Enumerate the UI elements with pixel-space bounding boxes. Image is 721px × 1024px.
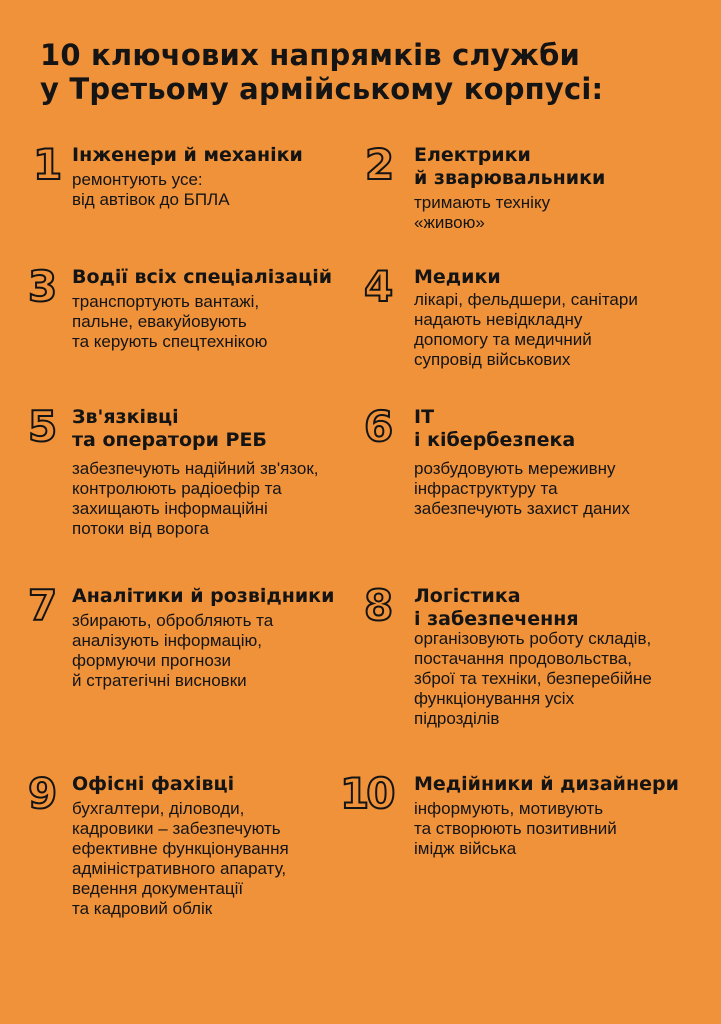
item-title: [72, 773, 234, 796]
item-number: 1: [33, 140, 62, 189]
item-number: 2: [365, 140, 394, 189]
item-number: 3: [28, 262, 57, 311]
item-number: 10: [340, 769, 393, 818]
item-description: [414, 799, 617, 859]
item-title: [414, 266, 501, 289]
item-description-line: інформують, мотивують: [414, 799, 604, 818]
item-number: 8: [364, 581, 393, 630]
item-description-line: «живою»: [414, 213, 485, 232]
item-title-line: Водії всіх спеціалізацій: [72, 266, 333, 288]
item-description-line: організовують роботу складів,: [414, 629, 652, 648]
item-title: [414, 406, 575, 452]
item-title-line: Електрики: [414, 144, 531, 166]
item-title: [414, 585, 579, 631]
item-description: [414, 459, 630, 519]
item-description-line: ведення документації: [72, 879, 244, 898]
item-title-line: Офісні фахівці: [72, 773, 235, 795]
item-description-line: формуючи прогнози: [72, 651, 231, 670]
item-description-line: постачання продовольства,: [414, 649, 632, 668]
item-description-line: імідж війська: [414, 839, 517, 858]
item-description-line: контролюють радіоефір та: [72, 479, 282, 498]
item-description-line: кадровики – забезпечують: [72, 819, 281, 838]
item-description-line: підрозділів: [414, 709, 500, 728]
item-description: [72, 170, 230, 210]
item-title-line: Логістика: [414, 585, 521, 607]
page-title-line: у Третьому армійському корпусі:: [40, 72, 604, 106]
item-description: [414, 290, 638, 370]
item-title-line: й зварювальники: [414, 167, 606, 189]
item-description-line: надають невідкладну: [414, 310, 583, 329]
item-number: 9: [28, 769, 57, 818]
item-number: 5: [28, 402, 57, 451]
item-title-line: Аналітики й розвідники: [72, 585, 335, 607]
item-description: [72, 292, 267, 352]
item-description: [414, 193, 550, 233]
item-description-line: допомогу та медичний: [414, 330, 592, 349]
item-description-line: потоки від ворога: [72, 519, 209, 538]
item-description: [414, 629, 652, 729]
page-title: [40, 38, 700, 106]
item-description-line: та кадровий облік: [72, 899, 213, 918]
item-title: [414, 144, 605, 190]
item-description-line: ремонтують усе:: [72, 170, 203, 189]
page-title-line: 10 ключових напрямків служби: [40, 38, 581, 72]
item-description-line: збирають, обробляють та: [72, 611, 274, 630]
item-description: [72, 611, 273, 691]
item-title: [72, 266, 332, 289]
item-title-line: та оператори РЕБ: [72, 429, 267, 451]
item-description-line: зброї та техніки, безперебійне: [414, 669, 652, 688]
item-number: 6: [364, 402, 393, 451]
item-description-line: транспортують вантажі,: [72, 292, 260, 311]
item-title-line: Медики: [414, 266, 501, 288]
item-description-line: й стратегічні висновки: [72, 671, 247, 690]
item-description-line: ефективне функціонування: [72, 839, 289, 858]
item-description: [72, 799, 289, 919]
item-description-line: бухгалтери, діловоди,: [72, 799, 245, 818]
item-title-line: Медійники й дизайнери: [414, 773, 679, 795]
item-number: 4: [364, 262, 393, 311]
item-description: [72, 459, 319, 539]
item-title: [72, 585, 334, 608]
item-title-line: і забезпечення: [414, 608, 579, 630]
item-description-line: лікарі, фельдшери, санітари: [414, 290, 638, 309]
item-title: [414, 773, 679, 796]
item-description-line: аналізують інформацію,: [72, 631, 263, 650]
item-description-line: супровід військових: [414, 350, 571, 369]
item-description-line: тримають техніку: [414, 193, 551, 212]
item-description-line: забезпечують захист даних: [414, 499, 630, 518]
item-description-line: адміністративного апарату,: [72, 859, 287, 878]
item-number: 7: [28, 581, 57, 630]
item-description-line: функціонування усіх: [414, 689, 575, 708]
item-description-line: інфраструктуру та: [414, 479, 558, 498]
item-title-line: ІТ: [414, 406, 435, 428]
item-title: [72, 406, 267, 452]
item-title-line: і кібербезпека: [414, 429, 576, 451]
item-description-line: забезпечують надійний зв'язок,: [72, 459, 319, 478]
item-description-line: розбудовують мереживну: [414, 459, 616, 478]
item-description-line: від автівок до БПЛА: [72, 190, 230, 209]
item-title-line: Зв'язківці: [72, 406, 179, 428]
item-description-line: та керують спецтехнікою: [72, 332, 268, 351]
item-title-line: Інженери й механіки: [72, 144, 303, 166]
item-description-line: захищають інформаційні: [72, 499, 268, 518]
item-description-line: та створюють позитивний: [414, 819, 617, 838]
item-title: [72, 144, 303, 167]
item-description-line: пальне, евакуйовують: [72, 312, 247, 331]
